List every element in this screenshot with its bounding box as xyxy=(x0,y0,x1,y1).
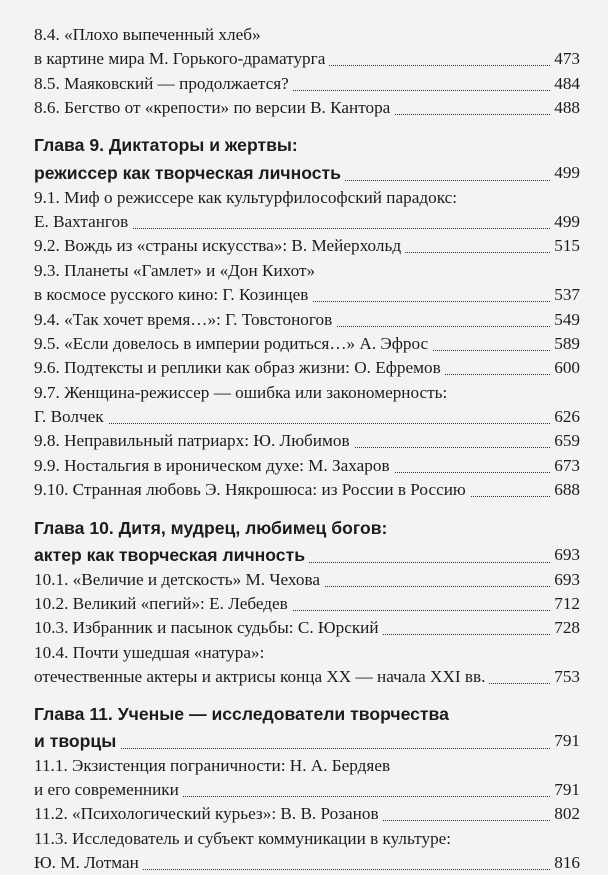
toc-entry xyxy=(34,665,580,689)
toc-entry xyxy=(34,259,580,283)
entry-title: 8.6. Бегство от «крепости» по версии В. Кантора xyxy=(34,96,394,120)
page-number: 753 xyxy=(551,665,580,689)
entry-title: 10.4. Почти ушедшая «натура»: xyxy=(34,641,268,665)
toc-entry xyxy=(34,210,580,234)
entry-title: 9.5. «Если довелось в империи родиться…» А. Эфрос xyxy=(34,332,432,356)
page-number: 659 xyxy=(551,429,580,453)
toc-entry xyxy=(34,23,580,47)
entry-title: 9.4. «Так хочет время…»: Г. Товстоногов xyxy=(34,308,336,332)
entry-title: 10.1. «Величие и детскость» М. Чехова xyxy=(34,568,324,592)
entry-title: 10.2. Великий «пегий»: Е. Лебедев xyxy=(34,592,292,616)
page-number: 626 xyxy=(551,405,580,429)
chapter-title: режиссер как творческая личность xyxy=(34,161,345,185)
chapter-title: Глава 11. Ученые — исследователи творчества xyxy=(34,702,453,726)
toc-entry xyxy=(34,851,580,875)
toc-entry xyxy=(34,47,580,71)
chapter-title: актер как творческая личность xyxy=(34,543,309,567)
chapter-title: Глава 10. Дитя, мудрец, любимец богов: xyxy=(34,516,391,540)
toc-entry xyxy=(34,802,580,826)
page-number: 693 xyxy=(551,568,580,592)
page-number: 499 xyxy=(551,161,580,185)
toc-entry xyxy=(34,641,580,665)
page-number: 693 xyxy=(551,543,580,567)
page-number: 791 xyxy=(551,778,580,802)
entry-title: Е. Вахтангов xyxy=(34,210,132,234)
chapter-heading xyxy=(34,729,580,753)
entry-title: 9.8. Неправильный патриарх: Ю. Любимов xyxy=(34,429,354,453)
page-number: 473 xyxy=(551,47,580,71)
page-number: 488 xyxy=(551,96,580,120)
entry-title: и его современники xyxy=(34,778,183,802)
entry-title: 9.1. Миф о режиссере как культурфилософский парадокс: xyxy=(34,186,461,210)
entry-title: в космосе русского кино: Г. Козинцев xyxy=(34,283,312,307)
toc-entry xyxy=(34,454,580,478)
entry-title: 9.2. Вождь из «страны искусства»: В. Мейерхольд xyxy=(34,234,405,258)
entry-title: 9.9. Ностальгия в ироническом духе: М. Захаров xyxy=(34,454,394,478)
chapter-title: и творцы xyxy=(34,729,120,753)
entry-title: в картине мира М. Горького-драматурга xyxy=(34,47,329,71)
toc-entry xyxy=(34,381,580,405)
chapter-heading xyxy=(34,543,580,567)
page-number: 549 xyxy=(551,308,580,332)
toc-entry xyxy=(34,478,580,502)
chapter-heading xyxy=(34,161,580,185)
page-number: 712 xyxy=(551,592,580,616)
page-number: 802 xyxy=(551,802,580,826)
toc-entry xyxy=(34,332,580,356)
toc-entry xyxy=(34,429,580,453)
page-number: 484 xyxy=(551,72,580,96)
toc-entry xyxy=(34,308,580,332)
toc-entry xyxy=(34,96,580,120)
page-number: 728 xyxy=(551,616,580,640)
toc-entry xyxy=(34,568,580,592)
toc-entry xyxy=(34,405,580,429)
entry-title: 9.6. Подтексты и реплики как образ жизни: О. Ефремов xyxy=(34,356,445,380)
toc-entry xyxy=(34,356,580,380)
toc-entry xyxy=(34,754,580,778)
entry-title: 9.3. Планеты «Гамлет» и «Дон Кихот» xyxy=(34,259,319,283)
toc-entry xyxy=(34,234,580,258)
toc-entry xyxy=(34,72,580,96)
page-number: 816 xyxy=(551,851,580,875)
toc-entry xyxy=(34,778,580,802)
page-number: 537 xyxy=(551,283,580,307)
entry-title: 8.4. «Плохо выпеченный хлеб» xyxy=(34,23,265,47)
page-number: 515 xyxy=(551,234,580,258)
page-number: 688 xyxy=(551,478,580,502)
toc-entry xyxy=(34,592,580,616)
page-number: 589 xyxy=(551,332,580,356)
chapter-heading xyxy=(34,516,580,540)
toc-entry xyxy=(34,186,580,210)
toc-entry xyxy=(34,616,580,640)
chapter-title: Глава 9. Диктаторы и жертвы: xyxy=(34,133,302,157)
page-number: 600 xyxy=(551,356,580,380)
entry-title: 10.3. Избранник и пасынок судьбы: С. Юрский xyxy=(34,616,383,640)
entry-title: 9.7. Женщина-режиссер — ошибка или закономерность: xyxy=(34,381,451,405)
entry-title: 11.2. «Психологический курьез»: В. В. Розанов xyxy=(34,802,383,826)
entry-title: 11.1. Экзистенция пограничности: Н. А. Бердяев xyxy=(34,754,394,778)
page-number: 673 xyxy=(551,454,580,478)
entry-title: отечественные актеры и актрисы конца XX — начала XXI вв. xyxy=(34,665,489,689)
chapter-heading xyxy=(34,702,580,726)
page-number: 791 xyxy=(551,729,580,753)
page-number: 499 xyxy=(551,210,580,234)
chapter-heading xyxy=(34,133,580,157)
entry-title: 11.3. Исследователь и субъект коммуникации в культуре: xyxy=(34,827,455,851)
entry-title: 9.10. Странная любовь Э. Някрошюса: из России в Россию xyxy=(34,478,470,502)
entry-title: 8.5. Маяковский — продолжается? xyxy=(34,72,293,96)
toc-entry xyxy=(34,827,580,851)
entry-title: Ю. М. Лотман xyxy=(34,851,143,875)
toc-entry xyxy=(34,283,580,307)
entry-title: Г. Волчек xyxy=(34,405,108,429)
